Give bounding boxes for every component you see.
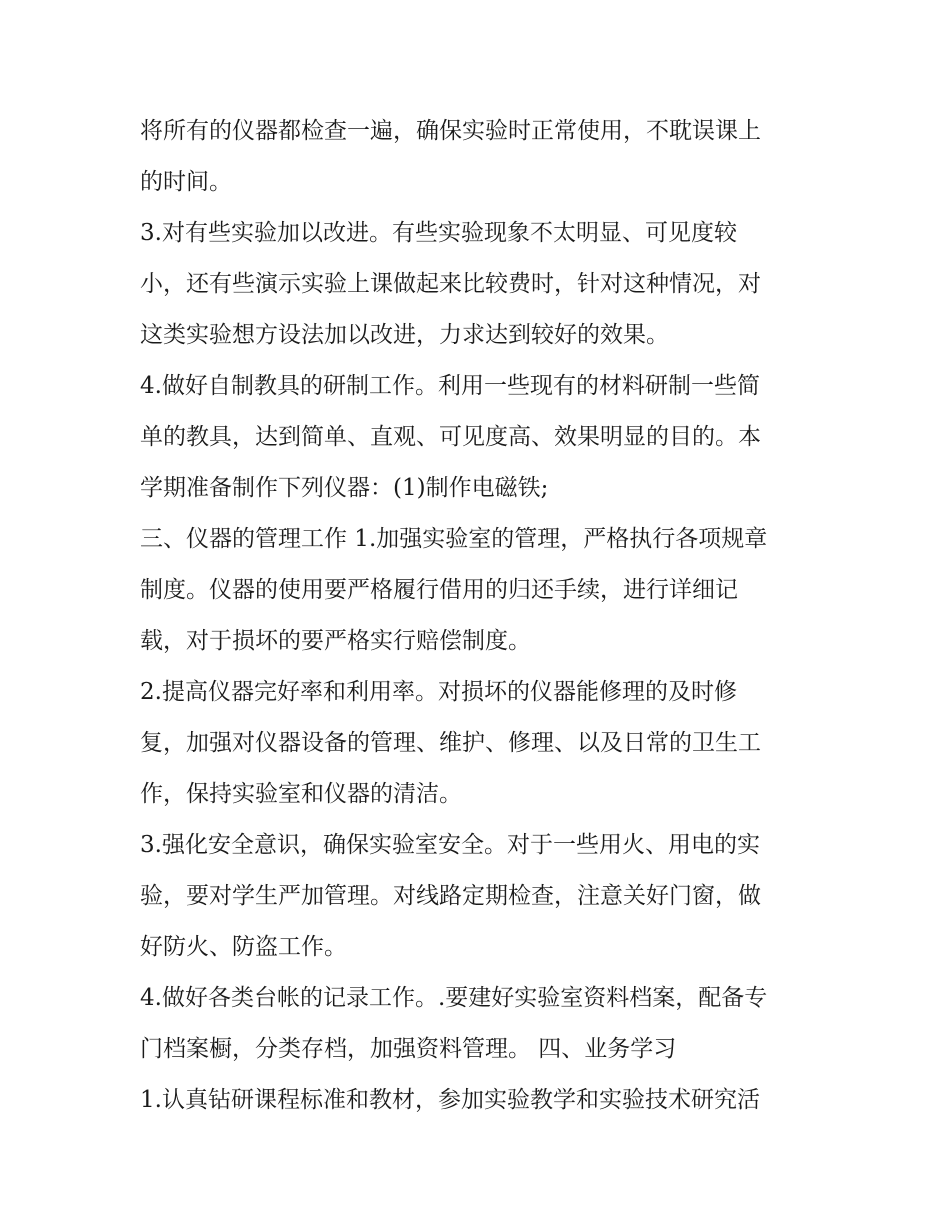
text-line-20: 1.认真钻研课程标准和教材，参加实验教学和实验技术研究活 xyxy=(140,1087,760,1113)
text-line-15: 3.强化安全意识，确保实验室安全。对于一些用火、用电的实 xyxy=(140,832,760,858)
document-text-body xyxy=(140,106,820,1126)
text-line-7: 单的教具，达到简单、直观、可见度高、效果明显的目的。本 xyxy=(140,424,761,450)
text-line-5: 这类实验想方设法加以改进，力求达到较好的效果。 xyxy=(140,322,669,348)
text-line-18: 4.做好各类台帐的记录工作。.要建好实验室资料档案，配备专 xyxy=(140,985,768,1011)
text-line-14: 作，保持实验室和仪器的清洁。 xyxy=(140,781,462,807)
text-line-19: 门档案橱，分类存档，加强资料管理。 四、业务学习 xyxy=(140,1036,677,1062)
text-line-3: 3.对有些实验加以改进。有些实验现象不太明显、可见度较 xyxy=(140,220,737,246)
text-line-4: 小，还有些演示实验上课做起来比较费时，针对这种情况，对 xyxy=(140,271,761,297)
text-line-11: 载，对于损坏的要严格实行赔偿制度。 xyxy=(140,628,531,654)
text-line-1: 将所有的仪器都检查一遍，确保实验时正常使用，不耽误课上 xyxy=(140,118,761,144)
text-line-6: 4.做好自制教具的研制工作。利用一些现有的材料研制一些简 xyxy=(140,373,760,399)
text-line-10: 制度。仪器的使用要严格履行借用的归还手续，进行详细记 xyxy=(140,577,738,603)
text-line-17: 好防火、防盗工作。 xyxy=(140,934,347,960)
text-line-13: 复，加强对仪器设备的管理、维护、修理、以及日常的卫生工 xyxy=(140,730,761,756)
text-line-12: 2.提高仪器完好率和利用率。对损坏的仪器能修理的及时修 xyxy=(140,679,737,705)
text-line-16: 验，要对学生严加管理。对线路定期检查，注意关好门窗，做 xyxy=(140,883,761,909)
text-line-8: 学期准备制作下列仪器：(1)制作电磁铁; xyxy=(140,475,549,501)
text-line-9: 三、仪器的管理工作 1.加强实验室的管理，严格执行各项规章 xyxy=(140,526,768,552)
text-line-2: 的时间。 xyxy=(140,169,232,195)
